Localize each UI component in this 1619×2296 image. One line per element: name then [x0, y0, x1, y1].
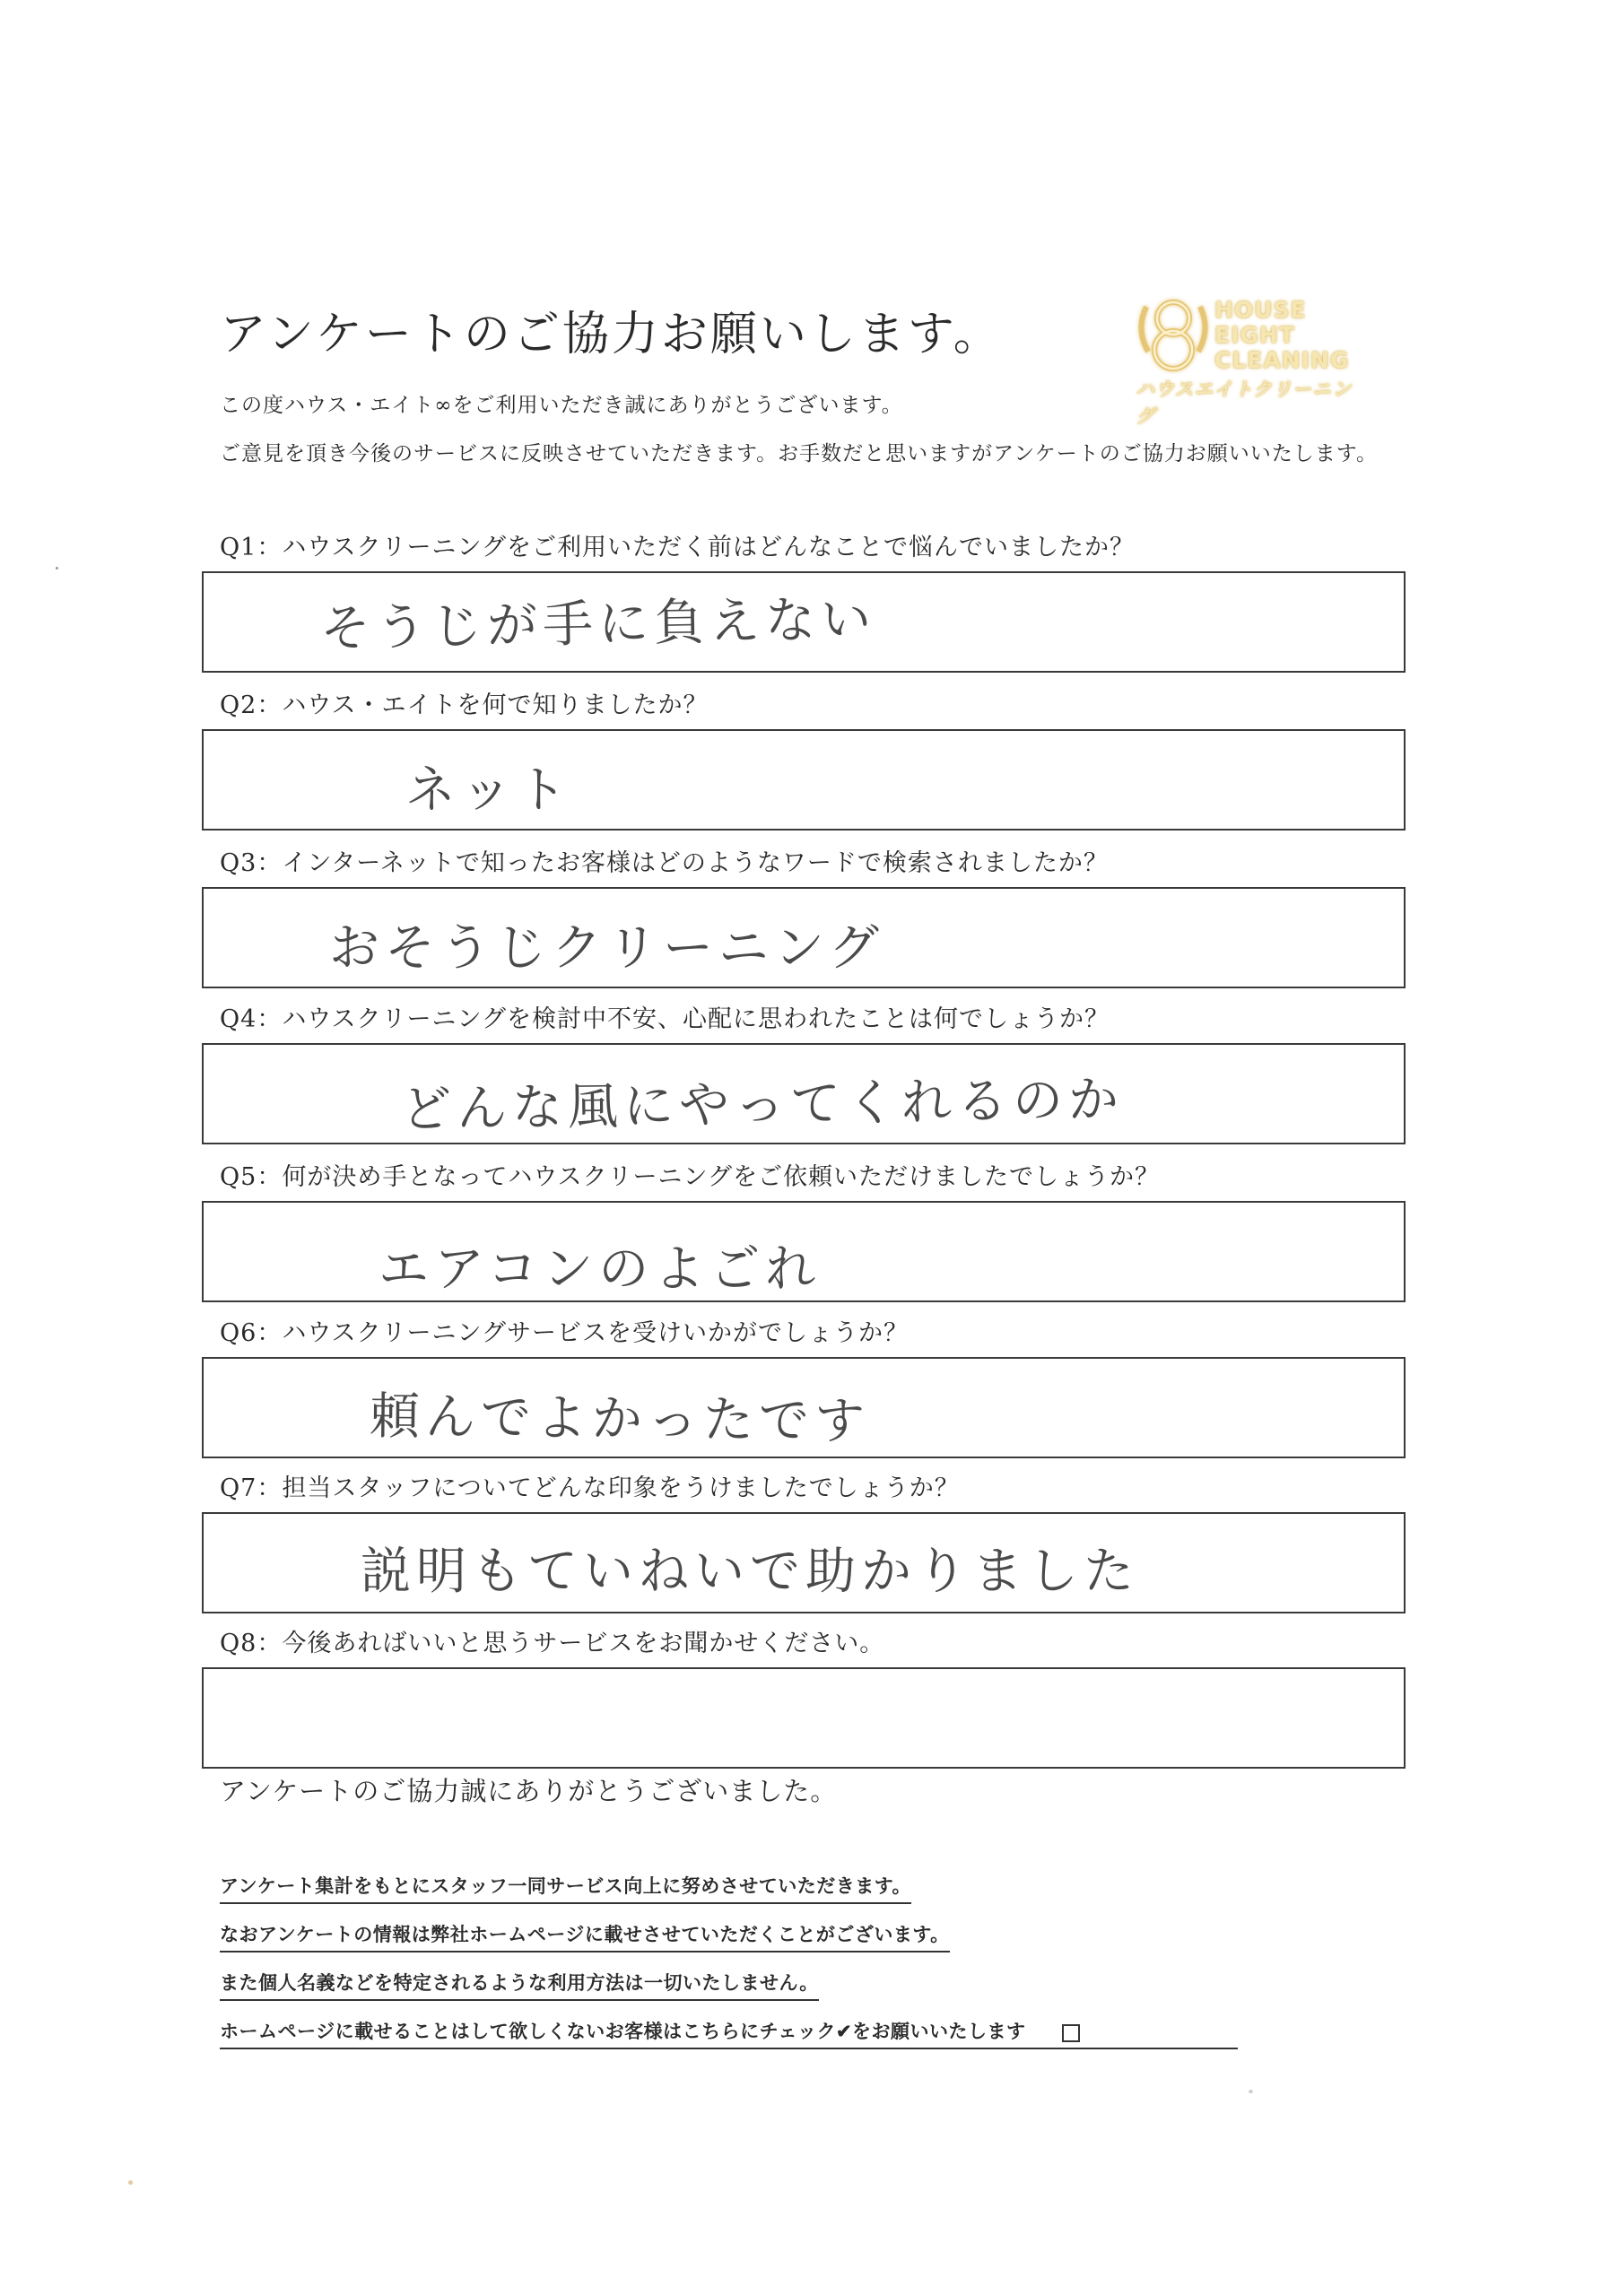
question-label-3: Q3：インターネットで知ったお客様はどのようなワードで検索されましたか？: [220, 849, 1109, 877]
note-line-1: アンケート集計をもとにスタッフ一同サービス向上に努めさせていただきます。: [220, 1872, 911, 1904]
answer-text-7: 説明もていねいで助かりました: [361, 1543, 1139, 1601]
question-label-7: Q7：担当スタッフについてどんな印象をうけましたでしょうか？: [220, 1474, 960, 1502]
answer-text-2: ネット: [405, 761, 572, 820]
answer-box-3[interactable]: [202, 887, 1406, 988]
intro-line-1: この度ハウス・エイト∞をご利用いただき誠にありがとうございます。: [220, 394, 903, 417]
page-title: アンケートのご協力お願いします。: [220, 308, 1003, 361]
logo-line-eight: EIGHT: [1214, 322, 1295, 348]
note-line-4: [220, 2017, 1238, 2049]
answer-text-3: おそうじクリーニング: [329, 919, 884, 978]
scan-speck: [1249, 2090, 1253, 2093]
scan-speck: [128, 2180, 133, 2185]
answer-box-5[interactable]: [202, 1201, 1406, 1302]
logo-line-house: HOUSE: [1214, 297, 1307, 323]
logo-line-cleaning: CLEANING: [1214, 347, 1350, 373]
scan-speck: [56, 567, 58, 570]
note-line-3: また個人名義などを特定されるような利用方法は一切いたしません。: [220, 1969, 819, 2001]
answer-text-1: そうじが手に負えない: [319, 590, 877, 658]
intro-line-2: ご意見を頂き今後のサービスに反映させていただきます。お手数だと思いますがアンケートのご協力お願いいたします。: [220, 442, 1378, 465]
answer-text-4: どんな風にやってくれるのか: [400, 1070, 1125, 1139]
answer-box-1[interactable]: [202, 571, 1406, 673]
answer-text-6: 頼んでよかったです: [369, 1387, 871, 1451]
opt-out-text: ホームページに載せることはして欲しくないお客様はこちらにチェック✔をお願いいたします: [220, 2020, 1026, 2042]
question-label-1: Q1：ハウスクリーニングをご利用いただく前はどんなことで悩んでいましたか？: [220, 534, 1135, 561]
answer-box-8[interactable]: [202, 1667, 1406, 1769]
answer-text-5: エアコンのよごれ: [379, 1240, 822, 1299]
question-label-4: Q4：ハウスクリーニングを検討中不安、心配に思われたことは何でしょうか？: [220, 1005, 1110, 1033]
infinity-eight-icon: [1128, 289, 1218, 378]
question-label-6: Q6：ハウスクリーニングサービスを受けいかがでしょうか？: [220, 1319, 909, 1347]
question-label-5: Q5：何が決め手となってハウスクリーニングをご依頼いただけましたでしょうか？: [220, 1163, 1160, 1191]
closing-message: アンケートのご協力誠にありがとうございました。: [220, 1776, 838, 1806]
note-line-2: なおアンケートの情報は弊社ホームページに載せさせていただくことがございます。: [220, 1920, 950, 1952]
company-logo: [1128, 289, 1369, 427]
answer-box-6[interactable]: [202, 1357, 1406, 1458]
logo-text: [1214, 298, 1367, 373]
question-label-8: Q8：今後あればいいと思うサービスをお聞かせください。: [220, 1630, 885, 1657]
answer-box-7[interactable]: [202, 1512, 1406, 1613]
answer-box-2[interactable]: [202, 729, 1406, 831]
logo-kana: ハウスエイトクリーニング: [1136, 378, 1352, 427]
question-label-2: Q2：ハウス・エイトを何で知りましたか？: [220, 691, 709, 719]
answer-box-4[interactable]: [202, 1043, 1406, 1144]
opt-out-checkbox[interactable]: [1062, 2024, 1080, 2042]
